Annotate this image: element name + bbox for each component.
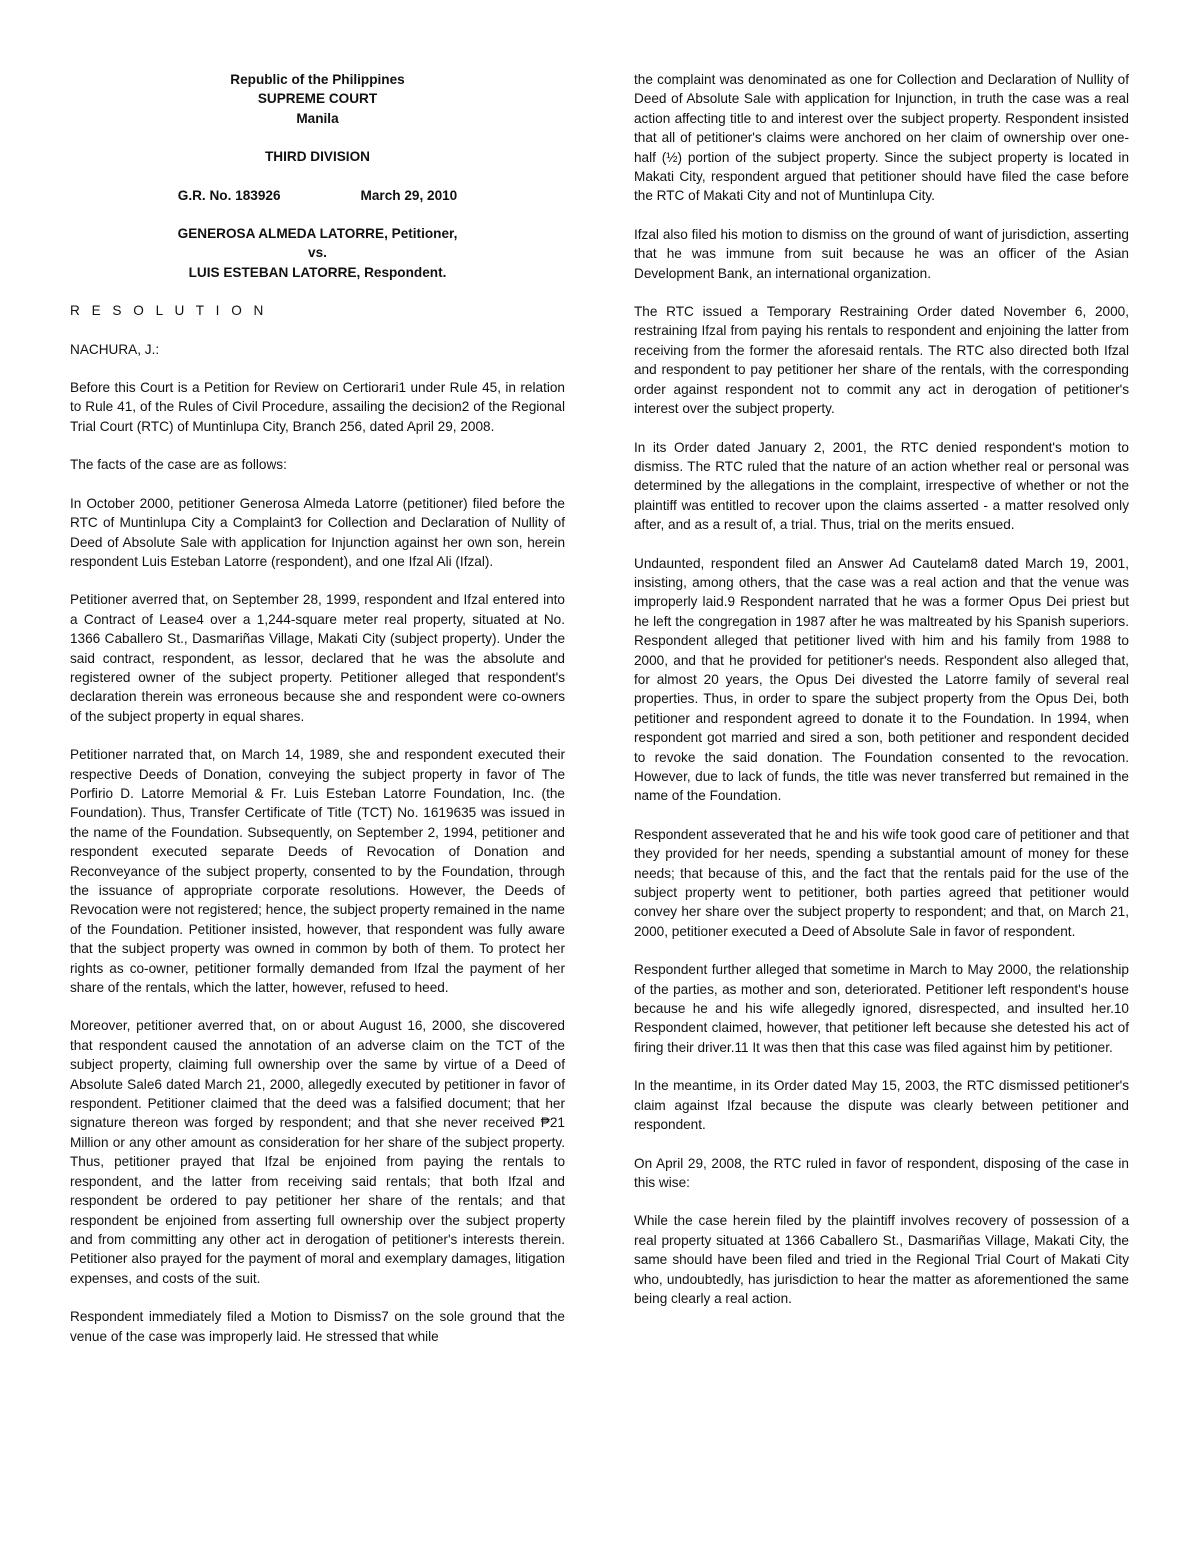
right-column xyxy=(634,70,1129,1308)
header-division: THIRD DIVISION xyxy=(265,149,370,165)
paragraph: In its Order dated January 2, 2001, the RTC denied respondent's motion to dismiss. The RTC ruled that the nature of an action whether real or personal was determined by the allegations in the complaint, irrespective of whether or not the plaintiff was entitled to recover upon the claims asserted - a matter resolved only after, and as a result of, a trial. Thus, trial on the merits ensued. xyxy=(634,439,1129,533)
paragraph: Respondent asseverated that he and his wife took good care of petitioner and that they provided for her needs, spending a substantial amount of money for these needs; that because of this, and the fact that the rentals paid for the use of the subject property went to petitioner, both parties agreed that petitioner would convey her share over the subject property to respondent; and that, on March 21, 2000, petitioner executed a Deed of Absolute Sale in favor of respondent. xyxy=(634,826,1129,939)
paragraph: Undaunted, respondent filed an Answer Ad Cautelam8 dated March 19, 2001, insisting, among others, that the case was a real action and that the venue was improperly laid.9 Respondent narrated that he was a former Opus Dei priest but he left the congregation in 1987 after he was maltreated by his Spanish superiors. Respondent alleged that petitioner lived with him and his family from 1988 to 2000, and that he provided for petitioner's needs. Respondent also alleged that, for almost 20 years, the Opus Dei divested the Latorre family of several real properties. Thus, in order to spare the subject property from the Opus Dei, both petitioner and respondent agreed to donate it to the Foundation. In 1994, when respondent got married and sired a son, both petitioner and respondent decided to revoke the said donation. The Foundation consented to the revocation. However, due to lack of funds, the title was never transferred but remained in the name of the Foundation. xyxy=(634,555,1129,804)
versus: vs. xyxy=(308,245,327,261)
paragraph: Respondent immediately filed a Motion to Dismiss7 on the sole ground that the venue of the case was improperly laid. He stressed that while xyxy=(70,1309,565,1344)
paragraph: On April 29, 2008, the RTC ruled in favor of respondent, disposing of the case in this wise: xyxy=(634,1155,1129,1190)
case-date: March 29, 2010 xyxy=(360,187,458,203)
petitioner-name: GENEROSA ALMEDA LATORRE, Petitioner, xyxy=(177,226,458,242)
ponente: NACHURA, J.: xyxy=(70,341,160,357)
paragraph: Petitioner averred that, on September 28, 1999, respondent and Ifzal entered into a Contract of Lease4 over a 1,244-square meter real property, situated at No. 1366 Caballero St., Dasmariñas Village, Makati City (subject property). Under the said contract, respondent, as lessor, declared that he was the absolute and registered owner of the subject property. Petitioner alleged that respondent's declaration therein was erroneous because she and respondent were co-owners of the subject property in equal shares. xyxy=(70,592,565,724)
paragraph: The facts of the case are as follows: xyxy=(70,457,287,473)
paragraph: Ifzal also filed his motion to dismiss on the ground of want of jurisdiction, asserting that he was immune from suit because he was an officer of the Asian Development Bank, an international organization. xyxy=(634,226,1129,281)
paragraph: Moreover, petitioner averred that, on or about August 16, 2000, she discovered that respondent caused the annotation of an adverse claim on the TCT of the subject property, claiming full ownership over the same by virtue of a Deed of Absolute Sale6 dated March 21, 2000, allegedly executed by petitioner in favor of respondent. Petitioner claimed that the deed was a falsified document; that her signature thereon was forged by respondent; and that she never received ₱21 Million or any other amount as consideration for her share of the subject property. Thus, petitioner prayed that Ifzal be enjoined from paying the rentals to respondent, and the latter from receiving said rentals; that both Ifzal and respondent be ordered to pay petitioner her share of the rentals; and that respondent be enjoined from asserting full ownership over the subject property and from committing any other act in derogation of petitioner's interests therein. Petitioner also prayed for the payment of moral and exemplary damages, litigation expenses, and costs of the suit. xyxy=(70,1018,565,1286)
paragraph: Before this Court is a Petition for Review on Certiorari1 under Rule 45, in relation to Rule 41, of the Rules of Civil Procedure, assailing the decision2 of the Regional Trial Court (RTC) of Muntinlupa City, Branch 256, dated April 29, 2008. xyxy=(70,380,565,434)
paragraph: Respondent further alleged that sometime in March to May 2000, the relationship of the parties, as mother and son, deteriorated. Petitioner left respondent's house because he and his wife allegedly ignored, disrespected, and insulted her.10 Respondent claimed, however, that petitioner left because she detested his act of firing their driver.11 It was then that this case was filed against him by petitioner. xyxy=(634,962,1129,1055)
case-header xyxy=(70,70,565,282)
left-column xyxy=(70,70,565,1346)
respondent-name: LUIS ESTEBAN LATORRE, Respondent. xyxy=(188,264,447,280)
header-court: SUPREME COURT xyxy=(257,91,378,107)
paragraph: In October 2000, petitioner Generosa Almeda Latorre (petitioner) filed before the RTC of Muntinlupa City a Complaint3 for Collection and Declaration of Nullity of Deed of Absolute Sale with application for Injunction against her own son, herein respondent Luis Esteban Latorre (respondent), and one Ifzal Ali (Ifzal). xyxy=(70,495,565,569)
case-number-line xyxy=(70,186,565,205)
paragraph: Petitioner narrated that, on March 14, 1989, she and respondent executed their respective Deeds of Donation, conveying the subject property in favor of The Porfirio D. Latorre Memorial & Fr. Luis Esteban Latorre Foundation, Inc. (the Foundation). Thus, Transfer Certificate of Title (TCT) No. 1619635 was issued in the name of the Foundation. Subsequently, on September 2, 1994, petitioner and respondent executed separate Deeds of Revocation of Donation and Reconveyance of the subject property, consented to by the Foundation, through the issuance of appropriate corporate resolutions. However, the Deeds of Revocation were not registered; hence, the subject property remained in the name of the Foundation. Petitioner insisted, however, that respondent was fully aware that the subject property was owned in common by both of them. To protect her rights as co-owner, petitioner formally demanded from Ifzal the payment of her share of the rentals, which the latter, however, refused to heed. xyxy=(70,747,565,996)
paragraph: the complaint was denominated as one for Collection and Declaration of Nullity of Deed of Absolute Sale with application for Injunction, in truth the case was a real action affecting title to and interest over the subject property. Respondent insisted that all of petitioner's claims were anchored on her claim of ownership over one-half (½) portion of the subject property. Since the subject property is located in Makati City, respondent argued that petitioner should have filed the case before the RTC of Makati City and not of Muntinlupa City. xyxy=(634,72,1129,204)
header-republic: Republic of the Philippines xyxy=(230,72,405,87)
header-city: Manila xyxy=(296,110,339,126)
quoted-paragraph: While the case herein filed by the plaintiff involves recovery of possession of a real property situated at 1366 Caballero St., Dasmariñas Village, Makati City, the same should have been filed and tried in the Regional Trial Court of Makati City who, undoubtedly, has jurisdiction to hear the matter as aforementioned the same being clearly a real action. xyxy=(634,1213,1129,1306)
case-number: G.R. No. 183926 xyxy=(177,187,281,203)
paragraph: In the meantime, in its Order dated May 15, 2003, the RTC dismissed petitioner's claim against Ifzal because the dispute was clearly between petitioner and respondent. xyxy=(634,1078,1129,1133)
paragraph: The RTC issued a Temporary Restraining Order dated November 6, 2000, restraining Ifzal from paying his rentals to respondent and enjoining the latter from receiving from the former the aforesaid rentals. The RTC also directed both Ifzal and respondent to pay petitioner her share of the rentals, with the corresponding order against respondent not to commit any act in derogation of petitioner's interest over the subject property. xyxy=(634,304,1129,417)
resolution-heading: R E S O L U T I O N xyxy=(70,303,268,319)
